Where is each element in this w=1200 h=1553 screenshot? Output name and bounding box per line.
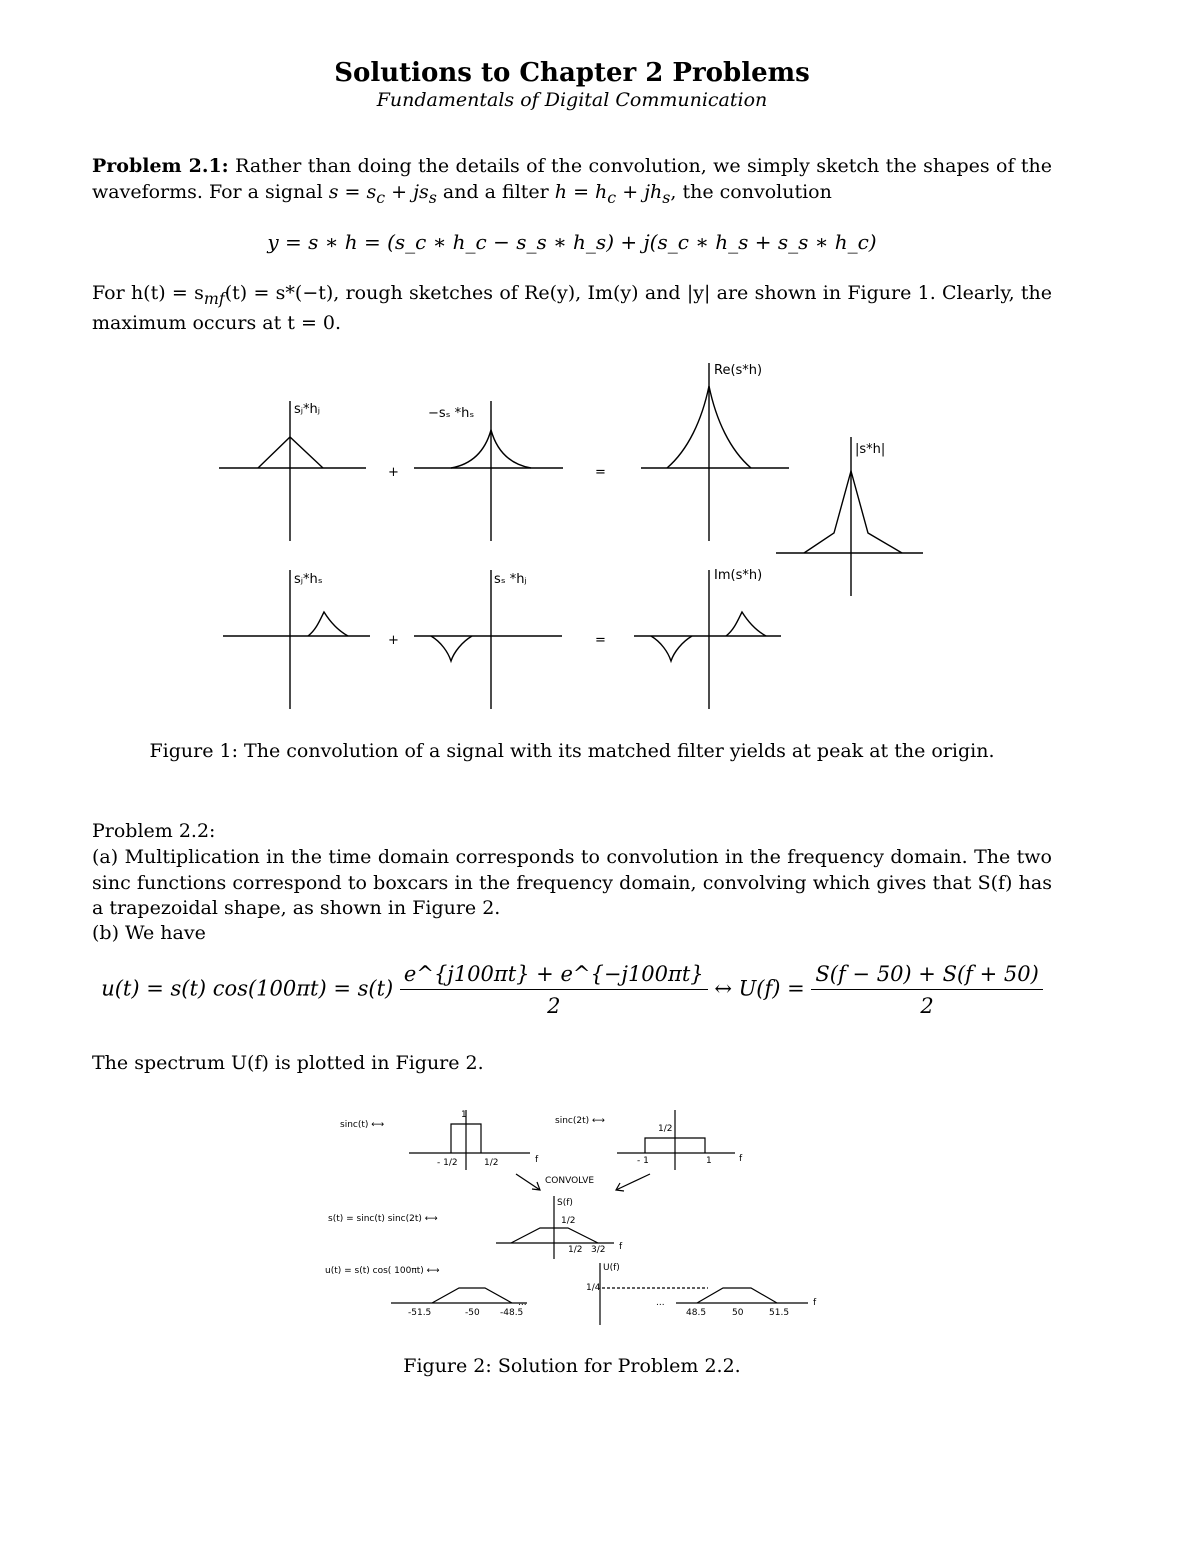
label-f-2: f	[739, 1154, 743, 1164]
label-dots-left: ...	[518, 1298, 527, 1308]
label-schs: sⱼ*hₛ	[294, 572, 323, 587]
label-U-f: U(f)	[603, 1263, 620, 1273]
problem-2-2-part-a: (a) Multiplication in the time domain corresponds to convolution in the frequency domain. The two sinc functions correspond to boxcars in the frequency domain, convolving which gives that S(f) has a trapezoidal shape, as shown in Figure 2.	[92, 846, 1052, 919]
filter-expression: $h = h_c + jh_s$	[554, 180, 671, 207]
label-m50: -50	[465, 1308, 480, 1318]
convolution-equation: y = s ∗ h = (s_c ∗ h_c − s_s ∗ h_s) + j(s_c ∗ h_s + s_s ∗ h_c)	[267, 230, 877, 254]
label-abs: |s*h|	[855, 442, 886, 457]
label-plus-bottom: +	[388, 633, 399, 648]
trapezoid-U-right	[697, 1288, 777, 1303]
label-p50: 50	[732, 1308, 744, 1318]
label-s-eq: s(t) = sinc(t) sinc(2t) ⟷	[328, 1214, 438, 1224]
label-shhc: sₛ *hⱼ	[494, 572, 527, 587]
label-half-level: 1/2	[658, 1124, 673, 1134]
label-f-3: f	[619, 1242, 623, 1252]
label-S-f: S(f)	[557, 1198, 573, 1208]
label-im: Im(s*h)	[714, 568, 763, 583]
eq-left: u(t) = s(t) cos(100πt) = s(t)	[101, 976, 394, 1001]
spectrum-sentence: The spectrum U(f) is plotted in Figure 2.	[92, 1052, 484, 1074]
label-S-tick1: 1/2	[568, 1245, 583, 1255]
figure-1-caption: Figure 1: The convolution of a signal with its matched filter yields at peak at the origin.	[149, 740, 995, 762]
label-p515: 51.5	[769, 1308, 790, 1318]
signal-expression-s: s = s	[328, 180, 377, 203]
problem-2-1-after-b: (t) = s*(−t), rough sketches of Re(y), Im(y) and |y| are shown in Figure 1. Clearly, the maximum occurs at t = 0.	[92, 282, 1052, 335]
eq-fraction-2	[811, 962, 1042, 1018]
label-dots-right: ...	[656, 1298, 665, 1308]
eq-mid: ↔ U(f) =	[714, 976, 805, 1001]
arrow-right	[616, 1174, 650, 1190]
eq-fraction-1	[400, 962, 708, 1018]
eq-fraction-2-den: 2	[920, 994, 934, 1018]
curve-abs	[804, 471, 902, 553]
problem-2-1-heading: Problem 2.1:	[92, 155, 229, 177]
eq-fraction-1-den: 2	[547, 994, 561, 1018]
label-equals-bottom: =	[595, 633, 606, 648]
problem-2-1-intro-c: , the convolution	[670, 180, 832, 203]
problem-2-1-after: For $h(t) = s_{mf}(t) = s*(-t)$, rough sketches of Re(y), Im(y) and |y| are shown in Figure 1. Clearly, the maximum occurs at t = 0.	[92, 282, 1052, 335]
label-m485: -48.5	[500, 1308, 524, 1318]
curve-im-pos	[726, 612, 766, 636]
label-re: Re(s*h)	[714, 363, 763, 378]
label-f-4: f	[813, 1298, 817, 1308]
problem-2-1-intro	[92, 154, 1052, 210]
curve-schs	[308, 612, 348, 636]
problem-2-1-intro-a: Rather than doing the details of the convolution, we simply sketch the shapes of the waveforms. For a signal	[92, 155, 1052, 203]
problem-2-1-after-a: For h(t) = s	[92, 282, 204, 304]
label-convolve: CONVOLVE	[545, 1176, 595, 1186]
label-equals-top: =	[595, 465, 606, 480]
eq-fraction-2-num: S(f − 50) + S(f + 50)	[811, 962, 1042, 990]
label-one: 1	[461, 1110, 467, 1120]
label-minus-shs: −sₛ *hₛ	[428, 406, 475, 421]
figure-2-caption: Figure 2: Solution for Problem 2.2.	[403, 1355, 741, 1377]
label-sinc-2t: sinc(2t) ⟷	[555, 1116, 605, 1126]
label-S-half: 1/2	[561, 1216, 576, 1226]
problem-2-2-part-b: (b) We have	[92, 922, 206, 944]
label-schc: sⱼ*hⱼ	[294, 402, 321, 417]
label-S-tick2: 3/2	[591, 1245, 606, 1255]
label-pos-half: 1/2	[484, 1158, 499, 1168]
problem-2-2-heading: Problem 2.2:	[92, 820, 216, 842]
trapezoid-U-left	[432, 1288, 512, 1303]
label-p485: 48.5	[686, 1308, 707, 1318]
label-quarter: 1/4	[586, 1283, 601, 1293]
document-subtitle: Fundamentals of Digital Communication	[376, 89, 768, 111]
label-plus-top: +	[388, 465, 399, 480]
signal-expression: $s = s_c + js_s$	[328, 180, 437, 207]
label-neg-half: - 1/2	[437, 1158, 458, 1168]
label-sinc-t: sinc(t) ⟷	[340, 1120, 385, 1130]
arrow-left	[516, 1174, 540, 1190]
curve-im-neg	[651, 636, 692, 661]
label-neg-one: - 1	[637, 1156, 649, 1166]
eq-fraction-1-num: e^{j100πt} + e^{−j100πt}	[400, 962, 708, 990]
figure-1	[0, 350, 1200, 730]
problem-2-1-intro-b: and a filter	[436, 180, 555, 203]
modulation-equation	[0, 962, 1144, 1018]
label-m515: -51.5	[408, 1308, 432, 1318]
label-f-1: f	[535, 1155, 539, 1165]
label-pos-one: 1	[706, 1156, 712, 1166]
label-u-eq: u(t) = s(t) cos( 100πt) ⟷	[325, 1266, 440, 1276]
document-title: Solutions to Chapter 2 Problems	[334, 58, 810, 88]
curve-shhc	[431, 636, 472, 661]
figure-2	[0, 1100, 1200, 1340]
